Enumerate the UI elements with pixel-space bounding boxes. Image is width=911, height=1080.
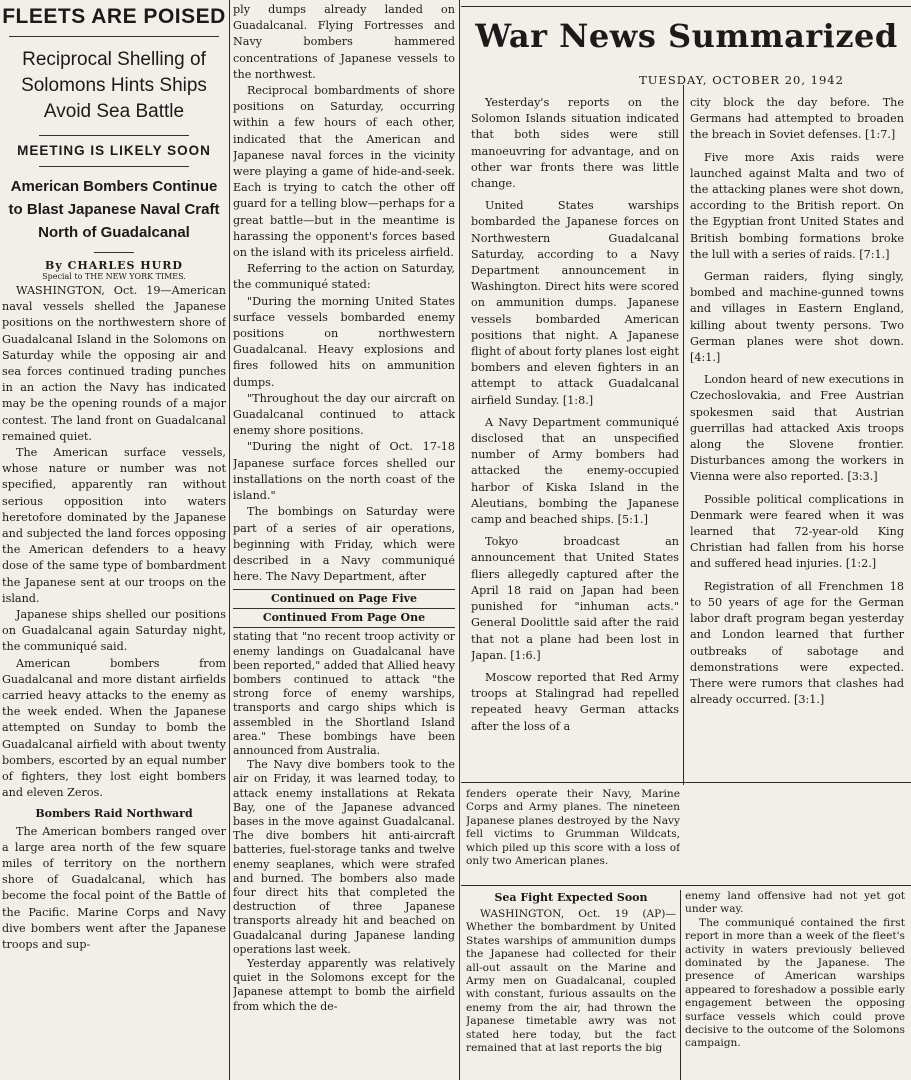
lower-box-rule bbox=[461, 885, 911, 886]
paragraph: Referring to the action on Saturday, the communiqué stated: bbox=[233, 262, 455, 292]
continued-article-column bbox=[233, 2, 455, 1080]
summary-item: Registration of all Frenchmen 18 to 50 years of age for the German labor draft program began yesterday and London learned that further outbreaks of sabotage and demonstrations were expected. There were rumors that clashes had already occurred. [3:1.] bbox=[690, 579, 904, 707]
special-credit: Special to THE NEW YORK TIMES. bbox=[42, 272, 186, 281]
summary-item: Five more Axis raids were launched against Malta and two of the attacking planes were shot down, according to the British report. On the Egyptian front United States and British bombing formations broke the lull with a series of raids. [7:1.] bbox=[690, 150, 904, 261]
paragraph: WASHINGTON, Oct. 19—American naval vessels shelled the Japanese positions on the northwestern shore of Guadalcanal Island in the Solomons on Saturday while the opposing air and sea forces continued trading punches in an action the Navy has indicated may be the opening rounds of a major contest. The land front on Guadalcanal remained quiet. bbox=[2, 284, 226, 443]
main-headline: FLEETS ARE POISED bbox=[2, 5, 226, 28]
paragraph: "During the night of Oct. 17-18 Japanese surface forces shelled our installations on the north coast of the island." bbox=[233, 440, 455, 503]
subheading: Bombers Raid Northward bbox=[35, 806, 193, 820]
summary-item: Tokyo broadcast an announcement that United States fliers allegedly captured after the April 18 raid on Japan had been punished for "inhuman acts." General Doolittle said after the raid that not a plane had been lost in Japan. [1:6.] bbox=[471, 535, 679, 662]
summary-item: city block the day before. The Germans had attempted to broaden the breach in Soviet defenses. [1:7.] bbox=[690, 96, 904, 142]
lower-column-rule bbox=[680, 890, 681, 1080]
continued-from-line: Continued From Page One bbox=[262, 611, 426, 625]
summary-item: United States warships bombarded the Japanese forces on Northwestern Guadalcanal Saturday, according to a Navy Department announcement in Washington. Direct hits were scored on ammunition dumps. Japanese vessels bombarded American positions that night. A Japanese flight of about forty planes lost eight bombers and eleven fighters in an attempt to attack Guadalcanal airfield Sunday. [1:8.] bbox=[471, 199, 679, 407]
paragraph: Yesterday apparently was relatively quiet in the Solomons except for the Japanese attempt to bomb the airfield from which the de- bbox=[233, 956, 455, 1013]
paragraph: American bombers from Guadalcanal and more distant airfields carried heavy attacks to the enemy as the week ended. When the Japanese attempted on Sunday to bomb the Guadalcanal airfield with about twenty bombers, escorted by an equal number of fighters, they lost eight bombers and eleven Zeros. bbox=[2, 656, 226, 800]
summary-banner: War News Summarized bbox=[475, 17, 898, 55]
summary-top-rule bbox=[461, 6, 911, 7]
sea-fight-column-2 bbox=[685, 890, 905, 1080]
divider bbox=[233, 627, 455, 628]
paragraph: The communiqué contained the first report in more than a week of the fleet's activity in waters previously believed dominated by the Japanese. The presence of American warships appeared to foreshadow a possible early engagement between the opposing surface vessels which could prove decisive to the outcome of the Solomons campaign. bbox=[685, 916, 905, 1050]
paragraph: WASHINGTON, Oct. 19 (AP)—Whether the bombardment by United States warships of ammunition dumps the Japanese had collected for their all-out assault on the Marine and Army men on Guadalcanal, coupled with constant, furious assaults on the enemy from the air, had thrown the Japanese timetable awry was not stated here today, but the fact remained that at last reports the big bbox=[466, 908, 676, 1055]
paragraph: fenders operate their Navy, Marine Corps and Army planes. The nineteen Japanese planes destroyed by the Navy fell victims to Grumman Wildcats, which piled up this score with a loss of only two American planes. bbox=[466, 788, 680, 868]
paragraph: The Navy dive bombers took to the air on Friday, it was learned today, to attack enemy installations at Rekata Bay, one of the Japanese advanced bases in the move against Guadalcanal. The dive bombers hit anti-aircraft batteries, fuel-storage tanks and twelve enemy seaplanes, which were strafed and burned. The bombers also made four direct hits that completed the destruction of three Japanese transports already hit and beached on Guadalcanal during Japanese landing operations last week. bbox=[233, 758, 455, 956]
summary-date: TUESDAY, OCTOBER 20, 1942 bbox=[639, 73, 844, 87]
paragraph: Japanese ships shelled our positions on Guadalcanal again Saturday night, the communiqué said. bbox=[2, 608, 226, 654]
paragraph: The bombings on Saturday were part of a series of air operations, beginning with Friday, which were described in a Navy communiqué here. The Navy Department, after bbox=[233, 505, 455, 584]
article-body bbox=[2, 283, 226, 953]
byline: By CHARLES HURD bbox=[45, 259, 183, 272]
continued-on-line: Continued on Page Five bbox=[270, 592, 418, 606]
summary-item: Moscow reported that Red Army troops at Stalingrad had repelled repeated heavy German attacks after the loss of a bbox=[471, 670, 679, 733]
column-rule-1 bbox=[229, 0, 230, 1080]
summary-column-1 bbox=[471, 95, 679, 781]
paragraph: ply dumps already landed on Guadalcanal. Flying Fortresses and Navy bombers hammered concentrations of Japanese vessels to the northwest. bbox=[233, 3, 455, 81]
summary-item: London heard of new executions in Czechoslovakia, and Free Austrian spokesmen said that Austrian guerrillas had attacked Axis troops along the Slovene frontier. Disturbances among the workers in Vienna were also reported. [3:3.] bbox=[690, 373, 904, 484]
divider bbox=[39, 135, 189, 136]
lead-article-column bbox=[2, 2, 226, 1080]
deck-3: American Bombers Continue to Blast Japanese Naval Craft North of Guadalcanal bbox=[8, 178, 220, 241]
divider bbox=[94, 252, 134, 253]
divider bbox=[39, 166, 189, 167]
summary-item: Yesterday's reports on the Solomon Islands situation indicated that both sides were still manoeuvring for advantage, and on other war fronts there was little change. bbox=[471, 96, 679, 191]
summary-item: German raiders, flying singly, bombed and machine-gunned towns and villages in Eastern England, killing about twenty persons. Two German planes were shot down. [4:1.] bbox=[690, 270, 904, 365]
summary-column-2 bbox=[690, 95, 904, 781]
paragraph: Reciprocal bombardments of shore positions on Saturday, occurring within a few hours of each other, indicated that the American and Japanese naval forces in the vicinity were playing a game of hide-and-seek. Each is trying to catch the other off guard for a telling blow—perhaps for a great battle—but in the meantime is harassing the opponent's forces based on the island with its priceless airfield. bbox=[233, 84, 455, 260]
subheading: Sea Fight Expected Soon bbox=[494, 891, 648, 904]
continued-fragment bbox=[466, 788, 680, 884]
summary-item: Possible political complications in Denmark were feared when it was learned that 72-year-old King Christian had fallen from his horse and suffered head injuries. [1:2.] bbox=[690, 492, 904, 571]
column-rule-2 bbox=[459, 0, 460, 1080]
paragraph: The American surface vessels, whose nature or number was not specified, apparently ran without serious opposition into waters heretofore dominated by the Japanese and subjected the land forces opposing the American defenders to a heavy dose of the same type of bombardment the Japanese sent at our troops on the island. bbox=[2, 446, 226, 605]
paragraph: "During the morning United States surface vessels bombarded enemy positions on northwestern Guadalcanal. Heavy explosions and fires followed hits on ammunition dumps. bbox=[233, 294, 455, 389]
summary-item: A Navy Department communiqué disclosed that an unspecified number of Army bombers had attacked the enemy-occupied harbor of Kiska Island in the Aleutians, bombing the Japanese camp and beached ships. [5:1.] bbox=[471, 415, 679, 527]
deck-2: MEETING IS LIKELY SOON bbox=[17, 143, 211, 158]
sea-fight-column bbox=[466, 890, 676, 1080]
paragraph: The American bombers ranged over a large area north of the few square miles of territory on the northern shore of Guadalcanal, which has become the focal point of the Battle of the Pacific. Marine Corps and Navy dive bombers went after the Japanese troops and sup- bbox=[2, 824, 226, 951]
divider bbox=[9, 36, 219, 37]
deck-1: Reciprocal Shelling of Solomons Hints Ships Avoid Sea Battle bbox=[21, 49, 207, 122]
paragraph: stating that "no recent troop activity or enemy landings on Guadalcanal have been reported," added that Allied heavy bombers continued to attack "the strong force of enemy warships, transports and cargo ships which is assembled in the Shortland Island area." These bombings have been announced from Australia. bbox=[233, 630, 455, 757]
paragraph: "Throughout the day our aircraft on Guadalcanal continued to attack enemy shore positions. bbox=[233, 391, 455, 438]
paragraph: enemy land offensive had not yet got under way. bbox=[685, 890, 905, 916]
